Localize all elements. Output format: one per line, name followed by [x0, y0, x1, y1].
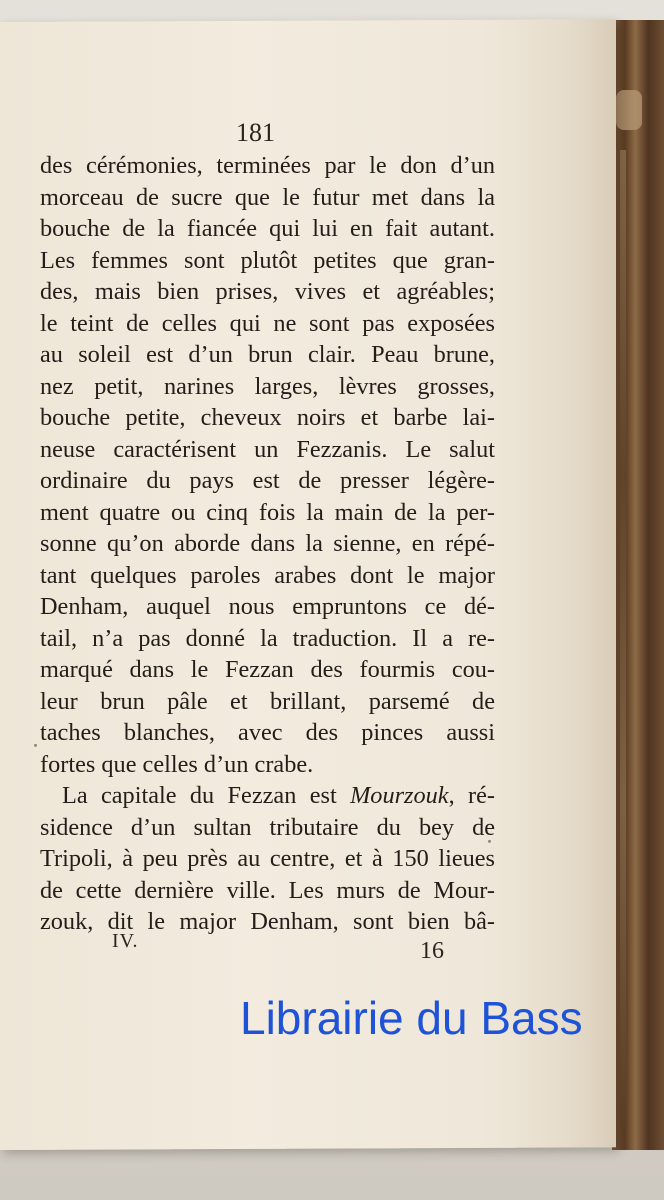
- signature-mark: IV.: [112, 930, 139, 952]
- text-line: des cérémonies, terminées par le don d’un: [40, 152, 495, 179]
- text-line: Denham, auquel nous empruntons ce dé-: [40, 593, 495, 620]
- text-line: sidence d’un sultan tributaire du bey de: [40, 813, 495, 841]
- text-line: de cette dernière ville. Les murs de Mour-: [40, 876, 495, 904]
- text-line: leur brun pâle et brillant, parsemé de: [40, 687, 495, 715]
- text-line: bouche petite, cheveux noirs et barbe lai-: [40, 404, 495, 431]
- text-line: marqué dans le Fezzan des fourmis cou-: [40, 656, 495, 683]
- text-fragment: , ré-: [448, 782, 495, 809]
- text-line: morceau de sucre que le futur met dans la: [40, 183, 495, 211]
- text-line: sonne qu’on aborde dans la sienne, en répé-: [40, 530, 495, 557]
- page-number: 181: [236, 118, 275, 147]
- paper-speck: [34, 744, 37, 747]
- text-line: fortes que celles d’un crabe.: [40, 750, 314, 778]
- text-line: taches blanches, avec des pinces aussi: [40, 719, 495, 746]
- text-line: bouche de la fiancée qui lui en fait autant.: [40, 215, 495, 242]
- body-text: [40, 150, 495, 938]
- text-line: ordinaire du pays est de presser légère-: [40, 467, 495, 494]
- text-line: tail, n’a pas donné la traduction. Il a re-: [40, 624, 495, 652]
- text-line: Tripoli, à peu près au centre, et à 150 lieues: [40, 845, 495, 872]
- text-line: des, mais bien prises, vives et agréables;: [40, 278, 495, 305]
- book-binding-edge: [612, 20, 664, 1150]
- watermark-text: Librairie du Bass: [240, 992, 583, 1044]
- text-line: neuse caractérisent un Fezzanis. Le salut: [40, 435, 495, 463]
- text-fragment: La capitale du Fezzan est: [62, 782, 351, 809]
- text-line: le teint de celles qui ne sont pas exposées: [40, 309, 495, 337]
- text-line: zouk, dit le major Denham, sont bien bâ-: [40, 908, 495, 935]
- text-line: Les femmes sont plutôt petites que gran-: [40, 246, 495, 274]
- text-line: au soleil est d’un brun clair. Peau brune,: [40, 341, 495, 368]
- text-line: tant quelques paroles arabes dont le major: [40, 561, 495, 589]
- paragraph-opening-line: [40, 780, 495, 812]
- text-line: nez petit, narines larges, lèvres grosses,: [40, 372, 495, 400]
- folio-mark: 16: [420, 938, 444, 964]
- italic-place-name: Mourzouk: [350, 782, 449, 809]
- text-line: ment quatre ou cinq fois la main de la per-: [40, 498, 495, 526]
